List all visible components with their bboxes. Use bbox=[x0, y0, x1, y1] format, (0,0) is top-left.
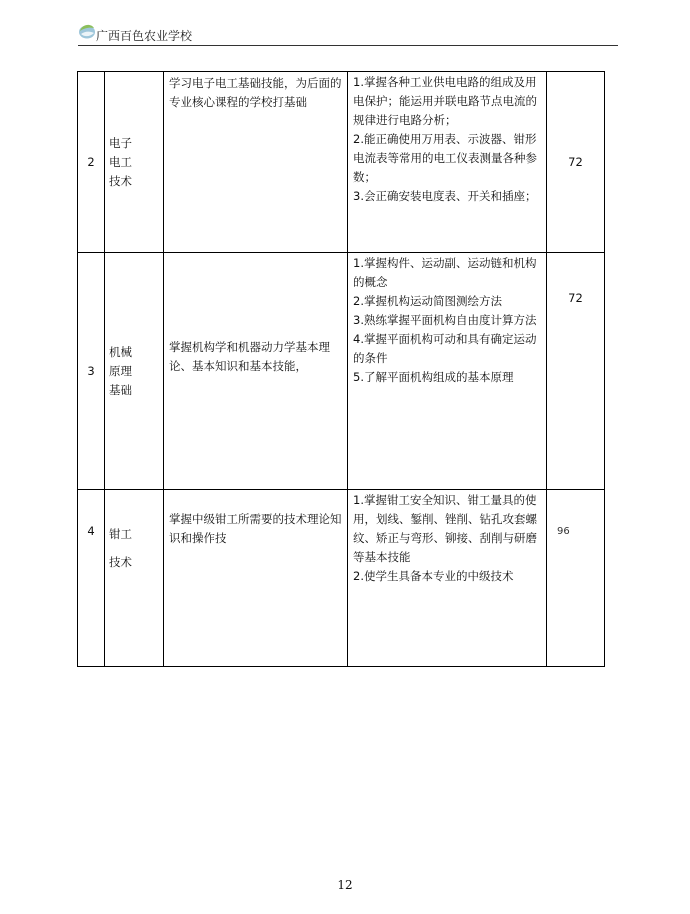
page-number: 12 bbox=[337, 878, 353, 892]
course-number: 2 bbox=[78, 72, 105, 253]
course-content: 1.掌握各种工业供电电路的组成及用电保护；能运用并联电路节点电流的规律进行电路分析； 2.能正确使用万用表、示波器、钳形电流表等常用的电工仪表测量各种参数； 3.会正确安装电度表、开关和插座； bbox=[348, 72, 547, 253]
leaf-logo-icon bbox=[78, 22, 96, 40]
course-name: 钳工 技术 bbox=[105, 490, 164, 667]
course-content: 1.掌握钳工安全知识、钳工量具的使用，划线、錾削、锉削、钻孔攻套螺纹、矫正与弯形、铆接、刮削与研磨等基本技能 2.使学生具备本专业的中级技术 bbox=[348, 490, 547, 667]
course-hours: 72 bbox=[547, 253, 605, 490]
course-content: 1.掌握构件、运动副、运动链和机构的概念 2.掌握机构运动简图测绘方法 3.熟练掌握平面机构自由度计算方法 4.掌握平面机构可动和具有确定运动的条件 5.了解平面机构组成的基本原理 bbox=[348, 253, 547, 490]
course-goal: 掌握机构学和机器动力学基本理论、基本知识和基本技能， bbox=[164, 253, 348, 490]
course-table bbox=[77, 71, 605, 667]
course-name: 机械 原理 基础 bbox=[105, 253, 164, 490]
table-row bbox=[78, 490, 605, 667]
course-number: 3 bbox=[78, 253, 105, 490]
course-name: 电子 电工 技术 bbox=[105, 72, 164, 253]
course-goal: 学习电子电工基础技能，为后面的专业核心课程的学校打基础 bbox=[164, 72, 348, 253]
page-header bbox=[78, 22, 618, 46]
course-hours: 72 bbox=[547, 72, 605, 253]
table-row bbox=[78, 253, 605, 490]
course-hours: 96 bbox=[547, 490, 605, 667]
school-name: 广西百色农业学校 bbox=[96, 29, 193, 43]
header-divider bbox=[78, 45, 618, 46]
course-goal: 掌握中级钳工所需要的技术理论知识和操作技 bbox=[164, 490, 348, 667]
table-row bbox=[78, 72, 605, 253]
course-number: 4 bbox=[78, 490, 105, 667]
